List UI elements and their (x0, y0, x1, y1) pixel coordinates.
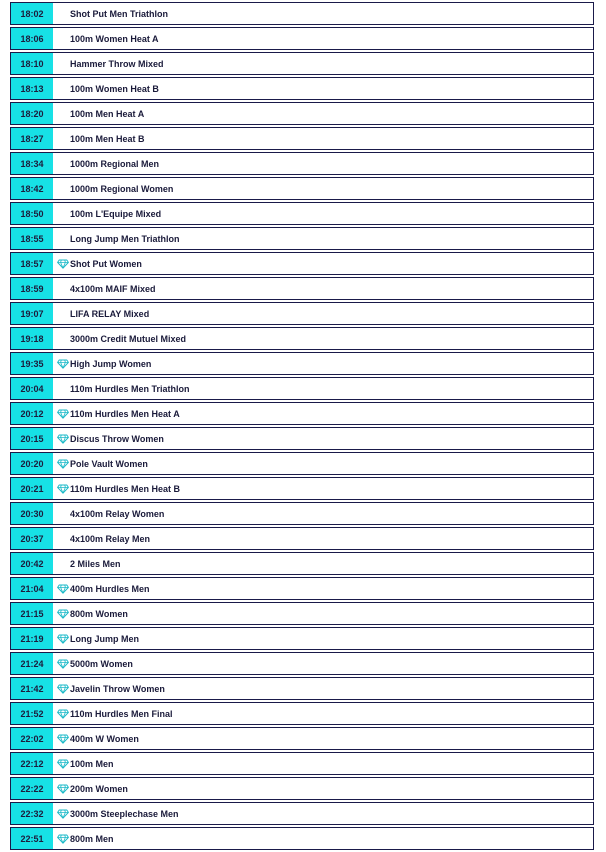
schedule-row[interactable] (10, 277, 594, 300)
schedule-row[interactable] (10, 752, 594, 775)
schedule-row[interactable] (10, 702, 594, 725)
event-time: 18:10 (11, 53, 53, 74)
event-cell (53, 603, 128, 624)
event-cell (53, 428, 164, 449)
event-name: 100m Women Heat B (70, 83, 159, 94)
event-time: 20:42 (11, 553, 53, 574)
event-name: Discus Throw Women (70, 433, 164, 444)
event-cell (53, 753, 114, 774)
event-time: 18:57 (11, 253, 53, 274)
event-cell (53, 778, 128, 799)
event-time: 18:02 (11, 3, 53, 24)
diamond-icon (56, 808, 69, 820)
event-cell (53, 328, 186, 349)
event-name: 5000m Women (70, 658, 133, 669)
event-time: 22:02 (11, 728, 53, 749)
event-cell (53, 403, 180, 424)
event-cell (53, 703, 173, 724)
event-cell (53, 828, 114, 849)
schedule-row[interactable] (10, 152, 594, 175)
event-cell (53, 103, 144, 124)
event-cell (53, 53, 164, 74)
schedule-row[interactable] (10, 477, 594, 500)
event-name: Long Jump Men Triathlon (70, 233, 180, 244)
schedule-row[interactable] (10, 2, 594, 25)
diamond-icon (56, 408, 69, 420)
event-cell (53, 628, 139, 649)
event-time: 22:12 (11, 753, 53, 774)
event-cell (53, 303, 149, 324)
event-time: 18:27 (11, 128, 53, 149)
schedule-row[interactable] (10, 127, 594, 150)
event-name: 100m Men Heat A (70, 108, 145, 119)
event-cell (53, 353, 151, 374)
event-name: Hammer Throw Mixed (70, 58, 164, 69)
event-name: 1000m Regional Women (70, 183, 174, 194)
event-name: High Jump Women (70, 358, 152, 369)
event-time: 21:19 (11, 628, 53, 649)
diamond-icon (56, 708, 69, 720)
event-cell (53, 28, 159, 49)
event-time: 18:50 (11, 203, 53, 224)
event-name: 4x100m MAIF Mixed (70, 283, 156, 294)
event-cell (53, 378, 190, 399)
event-name: 200m Women (70, 783, 128, 794)
schedule-row[interactable] (10, 77, 594, 100)
event-cell (53, 678, 165, 699)
event-time: 20:21 (11, 478, 53, 499)
diamond-icon (56, 783, 69, 795)
diamond-icon (56, 583, 69, 595)
diamond-icon (56, 258, 69, 270)
event-name: 100m Men Heat B (70, 133, 145, 144)
event-time: 21:15 (11, 603, 53, 624)
schedule-row[interactable] (10, 302, 594, 325)
event-cell (53, 178, 173, 199)
schedule-row[interactable] (10, 377, 594, 400)
event-cell (53, 153, 159, 174)
schedule-row[interactable] (10, 452, 594, 475)
diamond-icon (56, 758, 69, 770)
event-cell (53, 278, 156, 299)
schedule-row[interactable] (10, 202, 594, 225)
event-name: 4x100m Relay Men (70, 533, 151, 544)
event-time: 20:20 (11, 453, 53, 474)
event-time: 19:35 (11, 353, 53, 374)
event-name: 100m L'Equipe Mixed (70, 208, 162, 219)
event-time: 18:59 (11, 278, 53, 299)
event-time: 18:20 (11, 103, 53, 124)
schedule-row[interactable] (10, 177, 594, 200)
event-name: 100m Men (70, 758, 114, 769)
diamond-icon (56, 358, 69, 370)
event-name: 800m Women (70, 608, 128, 619)
schedule-row[interactable] (10, 677, 594, 700)
diamond-icon (56, 733, 69, 745)
schedule-row[interactable] (10, 727, 594, 750)
schedule-row[interactable] (10, 527, 594, 550)
event-cell (53, 253, 142, 274)
event-cell (53, 553, 121, 574)
event-cell (53, 478, 180, 499)
schedule-row[interactable] (10, 427, 594, 450)
event-name: Long Jump Men (70, 633, 139, 644)
schedule-row[interactable] (10, 652, 594, 675)
schedule-row[interactable] (10, 327, 594, 350)
event-time: 18:06 (11, 28, 53, 49)
event-time: 18:42 (11, 178, 53, 199)
event-time: 21:42 (11, 678, 53, 699)
diamond-icon (56, 833, 69, 845)
event-name: Pole Vault Women (70, 458, 148, 469)
event-cell (53, 528, 150, 549)
schedule-row[interactable] (10, 627, 594, 650)
event-time: 21:04 (11, 578, 53, 599)
schedule-row[interactable] (10, 802, 594, 825)
schedule-row[interactable] (10, 252, 594, 275)
event-name: LIFA RELAY Mixed (70, 308, 150, 319)
event-cell (53, 3, 168, 24)
event-time: 22:22 (11, 778, 53, 799)
diamond-icon (56, 458, 69, 470)
event-name: 2 Miles Men (70, 558, 121, 569)
event-time: 20:12 (11, 403, 53, 424)
event-cell (53, 128, 145, 149)
diamond-icon (56, 658, 69, 670)
event-time: 18:13 (11, 78, 53, 99)
event-cell (53, 803, 179, 824)
event-cell (53, 78, 159, 99)
schedule-row[interactable] (10, 602, 594, 625)
event-name: Javelin Throw Women (70, 683, 165, 694)
event-time: 19:18 (11, 328, 53, 349)
schedule-row[interactable] (10, 402, 594, 425)
diamond-icon (56, 433, 69, 445)
event-name: 110m Hurdles Men Final (70, 708, 173, 719)
diamond-icon (56, 608, 69, 620)
event-cell (53, 653, 133, 674)
event-cell (53, 728, 139, 749)
schedule-row[interactable] (10, 777, 594, 800)
event-name: 110m Hurdles Men Heat B (70, 483, 181, 494)
event-cell (53, 228, 180, 249)
event-name: 100m Women Heat A (70, 33, 159, 44)
event-name: 110m Hurdles Men Triathlon (70, 383, 190, 394)
event-cell (53, 453, 148, 474)
event-cell (53, 203, 161, 224)
event-time: 18:34 (11, 153, 53, 174)
event-time: 18:55 (11, 228, 53, 249)
event-time: 20:30 (11, 503, 53, 524)
schedule-row[interactable] (10, 552, 594, 575)
event-name: Shot Put Men Triathlon (70, 8, 168, 19)
event-name: 400m Hurdles Men (70, 583, 150, 594)
schedule-row[interactable] (10, 827, 594, 850)
event-time: 20:04 (11, 378, 53, 399)
event-name: 4x100m Relay Women (70, 508, 165, 519)
event-cell (53, 578, 150, 599)
event-name: 3000m Credit Mutuel Mixed (70, 333, 187, 344)
diamond-icon (56, 483, 69, 495)
event-name: 3000m Steeplechase Men (70, 808, 179, 819)
event-name: Shot Put Women (70, 258, 142, 269)
schedule-row[interactable] (10, 102, 594, 125)
event-time: 20:37 (11, 528, 53, 549)
schedule-row[interactable] (10, 577, 594, 600)
event-name: 1000m Regional Men (70, 158, 160, 169)
diamond-icon (56, 633, 69, 645)
event-name: 400m W Women (70, 733, 139, 744)
event-time: 21:24 (11, 653, 53, 674)
diamond-icon (56, 683, 69, 695)
schedule-list (10, 2, 594, 852)
schedule-row[interactable] (10, 27, 594, 50)
schedule-row[interactable] (10, 52, 594, 75)
schedule-row[interactable] (10, 227, 594, 250)
event-time: 20:15 (11, 428, 53, 449)
schedule-row[interactable] (10, 352, 594, 375)
event-name: 800m Men (70, 833, 114, 844)
event-time: 22:51 (11, 828, 53, 849)
event-time: 19:07 (11, 303, 53, 324)
schedule-row[interactable] (10, 502, 594, 525)
event-name: 110m Hurdles Men Heat A (70, 408, 180, 419)
event-time: 21:52 (11, 703, 53, 724)
event-time: 22:32 (11, 803, 53, 824)
event-cell (53, 503, 164, 524)
